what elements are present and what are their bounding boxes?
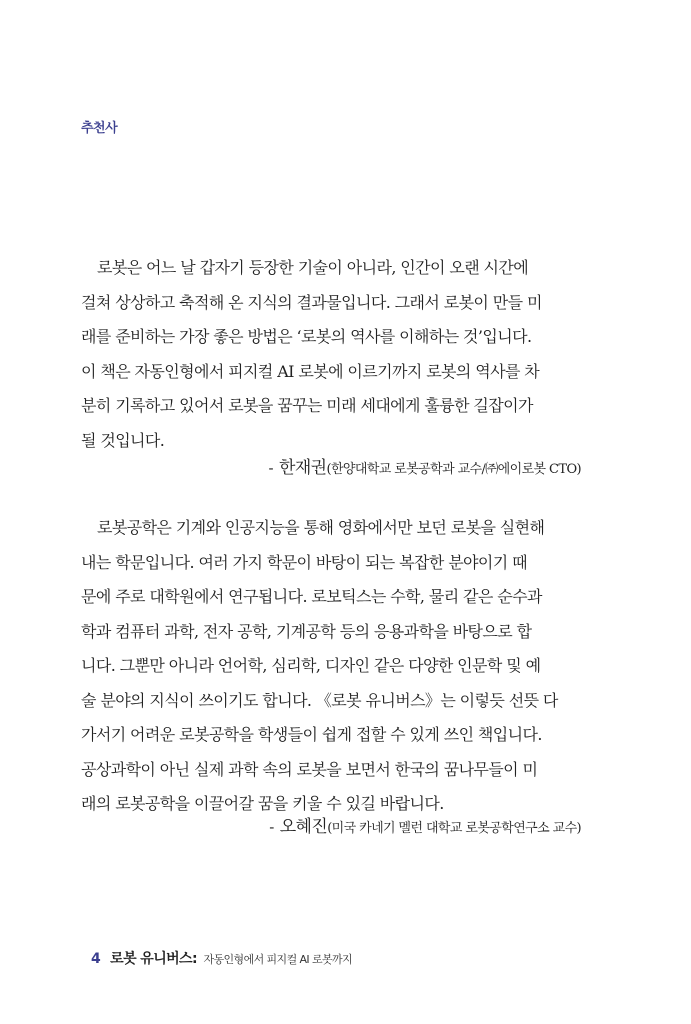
recommendation-paragraph-2 (81, 511, 581, 822)
paragraph-line: 술 분야의 지식이 쓰이기도 합니다. 《로봇 유니버스》는 이렇듯 선뜻 다 (81, 690, 558, 710)
book-subtitle: 자동인형에서 피지컬 AI 로봇까지 (203, 953, 353, 966)
page-footer (91, 948, 352, 968)
attribution-dash: - (269, 818, 274, 836)
paragraph-line: 래의 로봇공학을 이끌어갈 꿈을 키울 수 있길 바랍니다. (81, 794, 444, 813)
paragraph-line: 니다. 그뿐만 아니라 언어학, 심리학, 디자인 같은 다양한 인문학 및 예 (81, 656, 541, 675)
section-tag: 추천사 (81, 121, 118, 136)
recommendation-attribution-2 (269, 812, 581, 837)
paragraph-line: 분히 기록하고 있어서 로봇을 꿈꾸는 미래 세대에게 훌륭한 길잡이가 (81, 396, 533, 415)
recommender-name: 한재권 (279, 458, 327, 478)
paragraph-line: 로봇공학은 기계와 인공지능을 통해 영화에서만 보던 로봇을 실현해 (97, 518, 545, 537)
paragraph-line: 내는 학문입니다. 여러 가지 학문이 바탕이 되는 복잡한 분야이기 때 (81, 552, 527, 572)
book-title: 로봇 유니버스: (110, 951, 197, 967)
paragraph-line: 이 책은 자동인형에서 피지컬 AI 로봇에 이르기까지 로봇의 역사를 차 (81, 361, 540, 381)
recommendation-attribution-1 (269, 453, 581, 478)
paragraph-line: 걸쳐 상상하고 축적해 온 지식의 결과물입니다. 그래서 로봇이 만들 미 (81, 292, 542, 312)
recommender-affiliation: (미국 카네기 멜런 대학교 로봇공학연구소 교수) (327, 821, 581, 836)
paragraph-line: 가서기 어려운 로봇공학을 학생들이 쉽게 접할 수 있게 쓰인 책입니다. (81, 725, 542, 744)
paragraph-line: 로봇은 어느 날 갑자기 등장한 기술이 아니라, 인간이 오랜 시간에 (97, 258, 529, 277)
paragraph-line: 문에 주로 대학원에서 연구됩니다. 로보틱스는 수학, 물리 같은 순수과 (81, 587, 542, 606)
recommender-name: 오혜진 (279, 817, 328, 837)
attribution-dash: - (268, 459, 273, 477)
recommendation-paragraph-1 (81, 251, 581, 458)
recommender-affiliation: (한양대학교 로봇공학과 교수/㈜에이로봇 CTO) (326, 462, 581, 477)
paragraph-line: 학과 컴퓨터 과학, 전자 공학, 기계공학 등의 응용과학을 바탕으로 합 (81, 621, 532, 641)
paragraph-line: 될 것입니다. (81, 430, 165, 450)
paragraph-line: 래를 준비하는 가장 좋은 방법은 ‘로봇의 역사를 이해하는 것’입니다. (81, 327, 532, 346)
page-number: 4 (91, 951, 101, 967)
paragraph-line: 공상과학이 아닌 실제 과학 속의 로봇을 보면서 한국의 꿈나무들이 미 (81, 759, 538, 779)
